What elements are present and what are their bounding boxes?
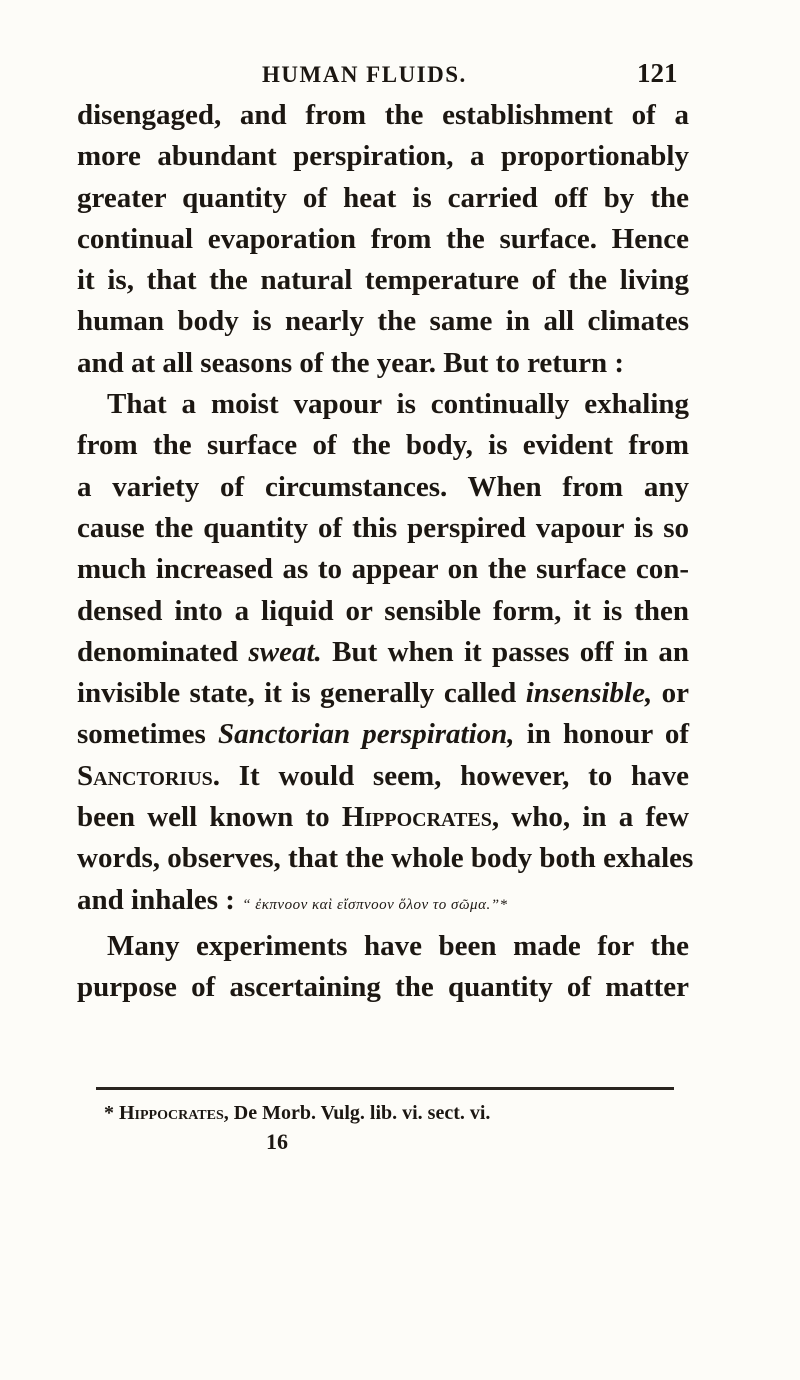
signature-mark: 16 [266,1129,288,1154]
text-line [77,756,689,797]
text-run: sometimes [77,718,218,751]
text-run: or [652,677,689,710]
text-line: much increased as to appear on the surface con- [77,553,689,586]
italic-term-sanctorian: Sanctorian perspiration, [217,718,515,751]
text-line [77,797,689,838]
text-line [77,880,689,926]
name-sanctorius: Sanctorius. [77,759,221,792]
running-head: HUMAN FLUIDS. [262,62,467,87]
text-line: words, observes, that the whole body both exhales [77,842,694,875]
text-line: and at all seasons of the year. But to return : [77,346,624,379]
text-run: been well known to [77,801,342,834]
text-run: It would seem, however, to have [220,759,689,792]
text-line: That a moist vapour is continually exhaling [107,388,689,421]
greek-quotation: “ ἐκπνοον καὶ εἴσπνοον ὅλον το σῶμα.”* [242,896,508,913]
text-line: cause the quantity of this perspired vapour is so [77,511,689,544]
footnote-citation: De Morb. Vulg. lib. vi. sect. vi. [228,1102,491,1124]
text-line: disengaged, and from the establishment of a [77,99,689,131]
text-run: who, in a few [499,801,689,834]
text-line: human body is nearly the same in all climates [77,305,689,338]
name-hippocrates: Hippocrates, [341,801,500,834]
footnote-rule [96,1087,674,1090]
text-line: from the surface of the body, is evident from [77,429,689,462]
text-line: densed into a liquid or sensible form, it is then [77,594,689,627]
text-line: a variety of circumstances. When from any [77,470,689,503]
text-line [77,714,689,755]
italic-term-sweat: sweat. [248,635,322,668]
text-line: it is, that the natural temperature of the living [77,264,689,297]
body-text [77,95,694,1009]
text-run: invisible state, it is generally called [77,677,526,710]
text-line [77,632,689,673]
text-run: denominated [77,635,249,668]
text-line: more abundant perspiration, a proportionably [77,140,689,173]
footnote-marker: * [104,1102,119,1124]
footnote [104,1102,490,1125]
page-number: 121 [637,58,678,88]
text-line: greater quantity of heat is carried off by the [77,181,689,214]
text-line: Many experiments have been made for the [107,929,689,962]
text-run: in honour of [514,718,690,751]
footnote-author: Hippocrates, [119,1102,229,1124]
text-run: But when it passes off in an [321,635,689,668]
text-line: continual evaporation from the surface. Hence [77,222,689,255]
text-line [77,673,689,714]
text-run: and inhales : [77,883,243,916]
text-line: purpose of ascertaining the quantity of matter [77,971,689,1004]
italic-term-insensible: insensible, [525,677,653,710]
